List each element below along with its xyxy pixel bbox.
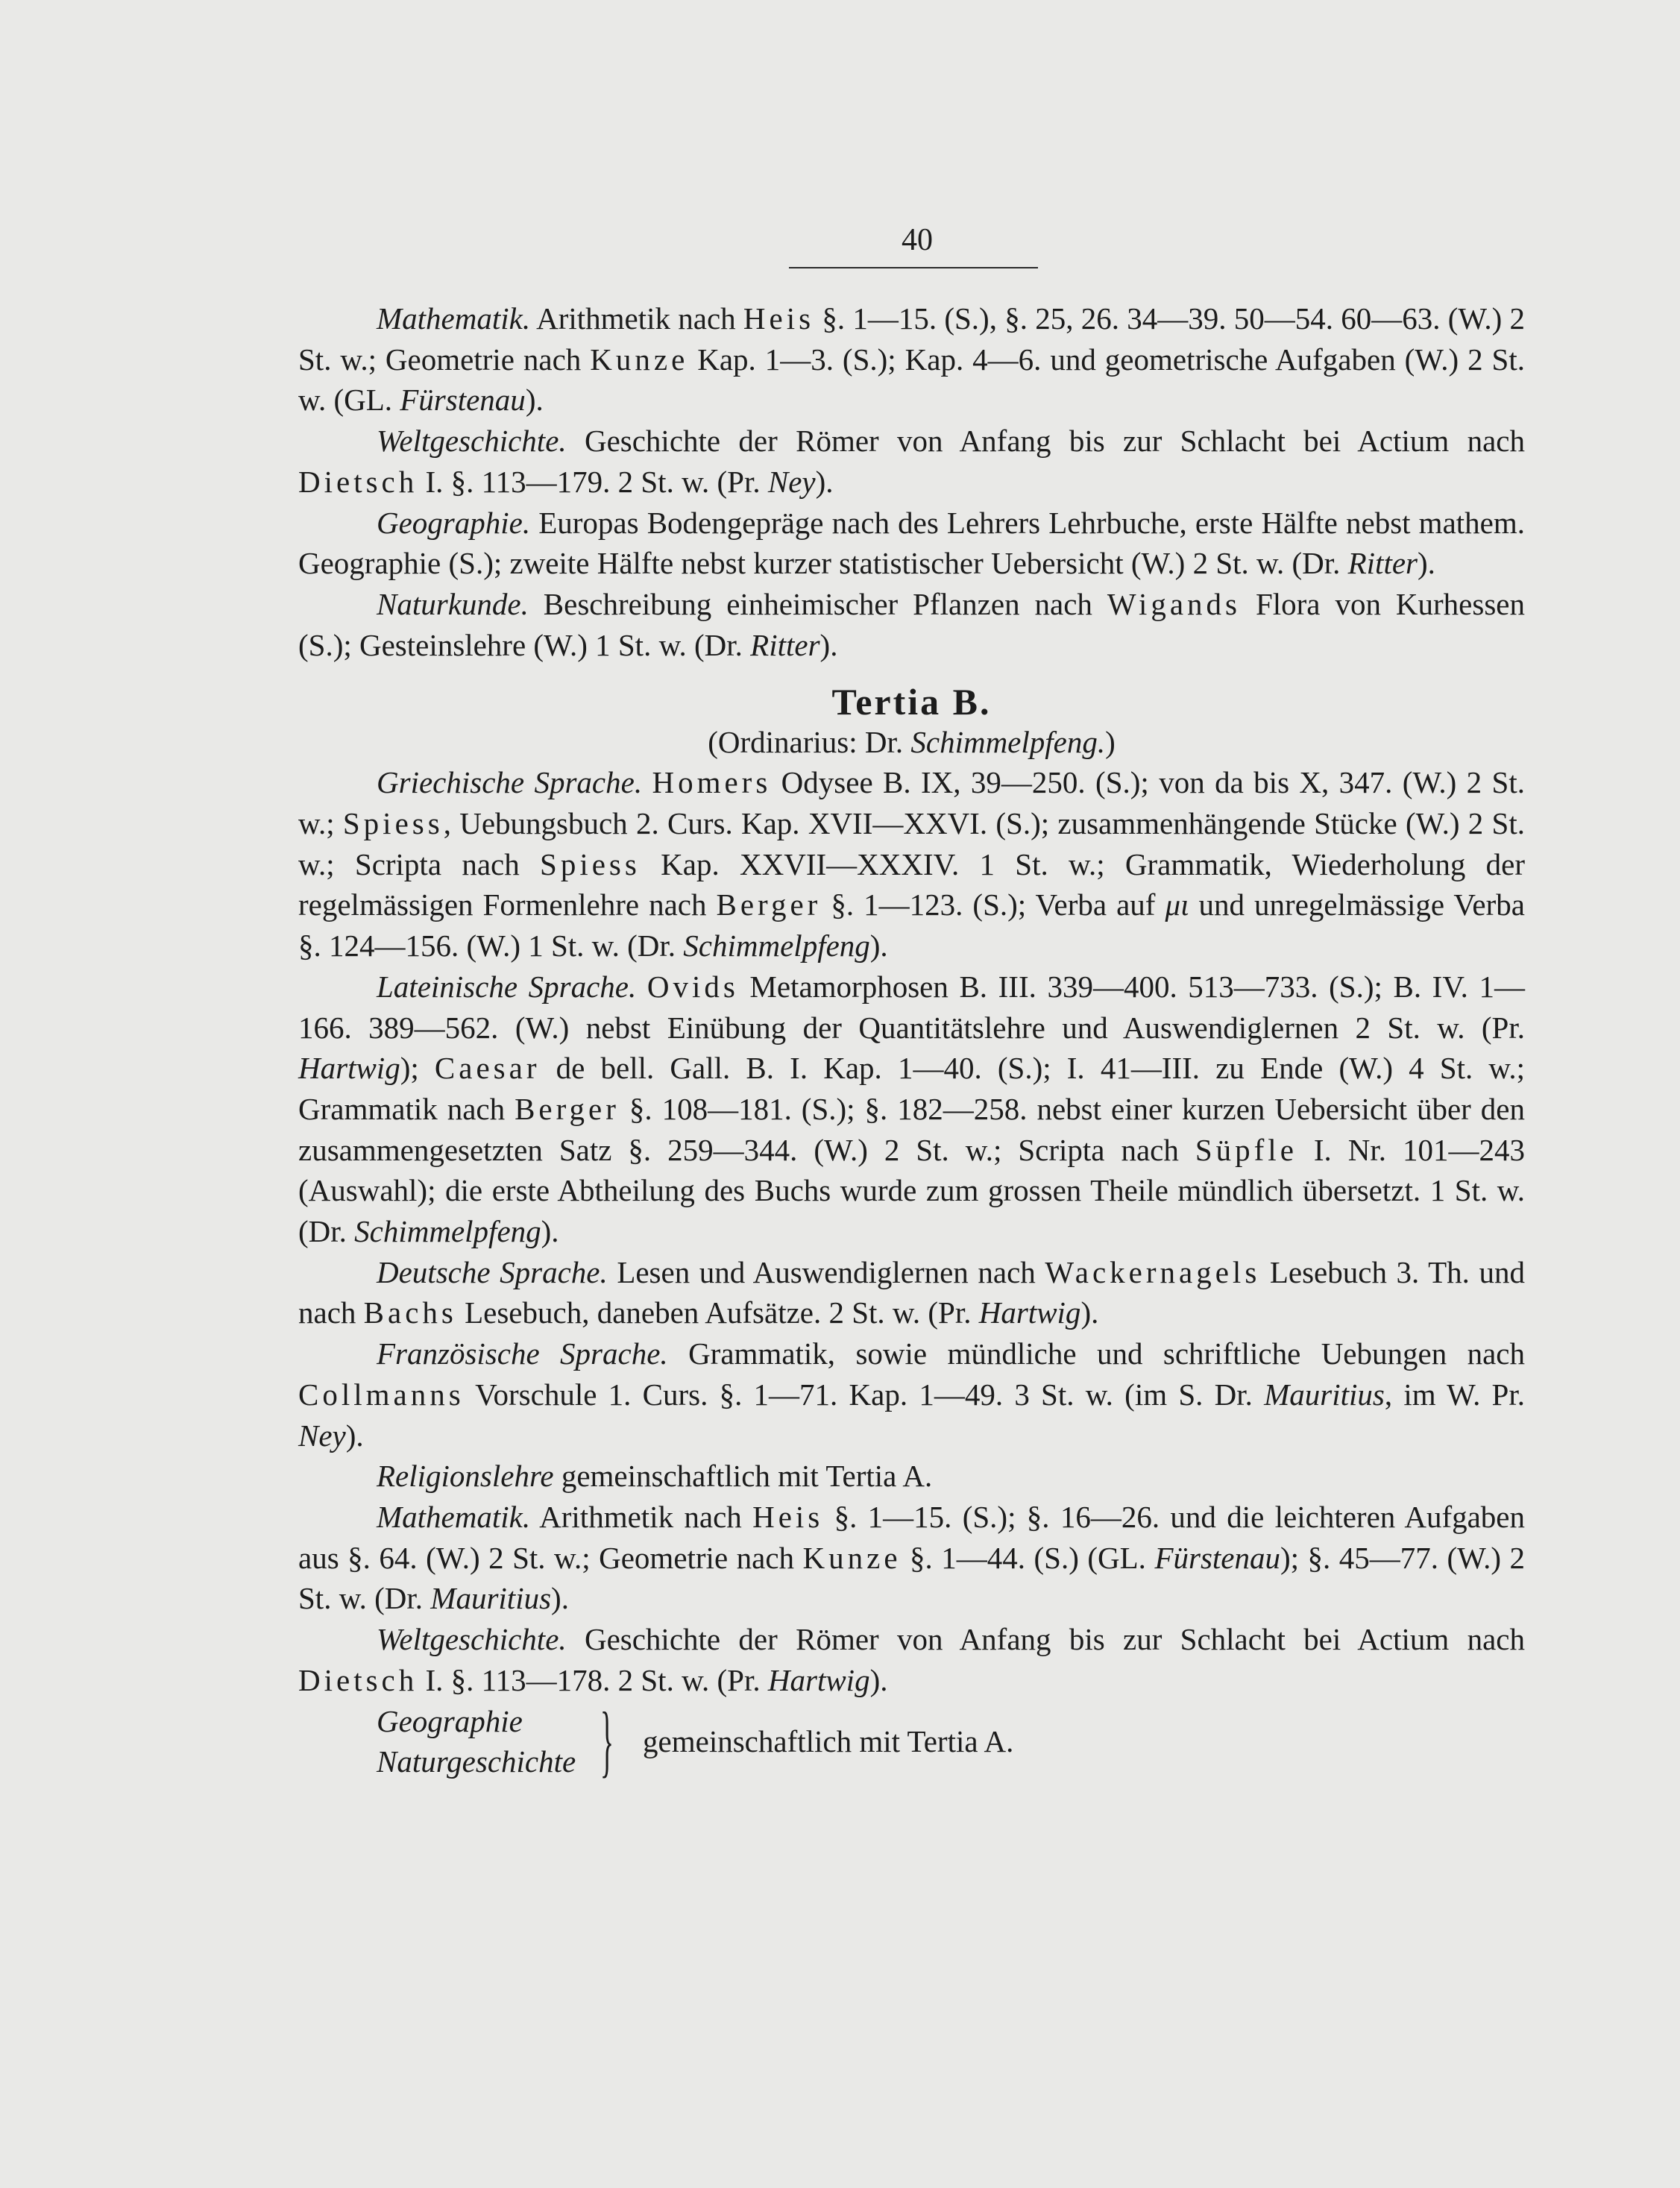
italic-run: Hartwig [978, 1295, 1081, 1330]
italic-run: Deutsche Sprache. [377, 1254, 608, 1289]
text-run: , Uebungsbuch 2. Curs. Kap. XVII—XXVI. (S.); zusammenhängende Stücke (W.) 2 St. w.; Scripta nach [298, 806, 1525, 881]
text-run: Metamorphosen B. III. 339—400. 513—733. (S.); B. IV. 1—166. 389—562. (W.) nebst Einübung der Quantitätslehre und Auswendiglernen 2 St. w. (Pr. [298, 969, 1526, 1045]
italic-run: Schimmelpfeng [354, 1214, 541, 1249]
text-run: Geschichte der Römer von Anfang bis zur Schlacht bei Actium nach [566, 424, 1525, 459]
text-run: Vorschule 1. Curs. §. 1—71. Kap. 1—49. 3 St. w. (im S. Dr. [464, 1377, 1265, 1412]
subject-geographie: Geographie [377, 1703, 523, 1738]
spaced-run: Berger [515, 1091, 620, 1126]
text-run: Kap. XXVII—XXXIV. 1 St. w.; Grammatik, Wiederholung der regelmässigen Formenlehre nach [298, 846, 1525, 922]
brace-labels [377, 1701, 576, 1782]
paragraph [298, 584, 1525, 665]
text-run: Lesebuch 3. Th. und nach [298, 1254, 1525, 1330]
italic-run: Mauritius [430, 1581, 552, 1616]
paragraph [298, 1456, 1525, 1497]
tertia-b-section [298, 762, 1525, 1700]
spaced-run: Heis [752, 1499, 824, 1534]
text-run: Grammatik, sowie mündliche und schriftliche Uebungen nach [667, 1336, 1526, 1371]
text-run: Lesen und Auswendiglernen nach [607, 1254, 1045, 1289]
spaced-run: Berger [716, 887, 822, 922]
paragraph [298, 762, 1525, 966]
brace-text: gemeinschaftlich mit Tertia A. [643, 1723, 1014, 1758]
italic-run: Geographie. [377, 505, 531, 540]
italic-run: Griechische Sprache. [377, 765, 643, 800]
subheading-suffix: ) [1105, 725, 1116, 760]
text-run: ); [400, 1051, 435, 1086]
spaced-run: Spiess [342, 806, 444, 841]
italic-run: Ney [298, 1418, 346, 1453]
text-run: ). [1418, 546, 1435, 581]
italic-run: Mathematik. [377, 1499, 531, 1534]
paragraph [298, 421, 1525, 502]
spaced-run: Heis [743, 301, 815, 336]
text-run: ). [1080, 1295, 1099, 1330]
spaced-run: Kunze [802, 1540, 902, 1575]
spaced-run: Dietsch [298, 464, 418, 499]
text-run: de bell. Gall. B. I. Kap. 1—40. (S.); I. 41—III. zu Ende (W.) 4 St. w.; Grammatik nach [298, 1051, 1525, 1126]
italic-run: Ritter [750, 627, 820, 662]
text-run: , im W. Pr. [1384, 1377, 1526, 1412]
curly-brace: } [600, 1697, 614, 1786]
ordinarius-name: Schimmelpfeng. [910, 725, 1106, 760]
brace-group [377, 1697, 1525, 1786]
spaced-run: Süpfle [1195, 1132, 1297, 1167]
text-run: Arithmetik nach [530, 1499, 753, 1534]
paragraph [298, 1252, 1525, 1333]
italic-run: Ney [767, 464, 816, 499]
text-run: Kap. 1—3. (S.); Kap. 4—6. und geometrische Aufgaben (W.) 2 St. w. (GL. [298, 342, 1525, 418]
italic-run: Naturkunde. [377, 586, 529, 621]
text-run: ). [551, 1581, 569, 1616]
section-heading: Tertia B. [831, 681, 992, 723]
italic-run: Weltgeschichte. [377, 424, 567, 459]
text-run: ); §. 45—77. (W.) 2 St. w. (Dr. [298, 1540, 1525, 1616]
text-run [636, 969, 647, 1004]
text-run [642, 765, 652, 799]
spaced-run: Homers [652, 765, 772, 800]
text-run: Odysee B. IX, 39—250. (S.); von da bis X, 347. (W.) 2 St. w.; [298, 765, 1526, 841]
paragraph [298, 298, 1525, 421]
italic-run: μι [1165, 887, 1189, 922]
italic-run: Schimmelpfeng [683, 928, 870, 963]
spaced-run: Wigands [1107, 586, 1241, 621]
italic-run: Hartwig [767, 1662, 870, 1697]
text-run: ). [869, 928, 888, 963]
text-run: §. 1—44. (S.) (GL. [901, 1540, 1155, 1575]
italic-run: Lateinische Sprache. [377, 969, 637, 1004]
text-run: Arithmetik nach [530, 301, 743, 336]
text-run: Flora von Kurhessen (S.); Gesteinslehre (W.) 1 St. w. (Dr. [298, 586, 1525, 662]
paragraph [298, 1497, 1525, 1619]
italic-run: Mathematik. [377, 301, 531, 336]
text-run: §. 1—15. (S.); §. 16—26. und die leichteren Aufgaben aus §. 64. (W.) 2 St. w.; Geometrie nach [298, 1499, 1525, 1575]
paragraph [298, 1619, 1525, 1700]
text-run: ). [819, 627, 838, 662]
subject-naturgeschichte: Naturgeschichte [377, 1744, 576, 1779]
text-run: gemeinschaftlich mit Tertia A. [553, 1459, 933, 1494]
text-run: §. 108—181. (S.); §. 182—258. nebst einer kurzen Uebersicht über den zusammengesetzten Satz §. 259—344. (W.) 2 St. w.; Scripta nach [298, 1091, 1525, 1167]
header-rule [789, 267, 1038, 268]
italic-run: Religionslehre [377, 1459, 554, 1494]
spaced-run: Dietsch [298, 1662, 418, 1697]
spaced-run: Wackernagels [1045, 1254, 1261, 1289]
italic-run: Fürstenau [400, 383, 526, 418]
italic-run: Ritter [1347, 546, 1418, 581]
text-run: ). [525, 383, 544, 418]
text-run: ). [815, 464, 834, 499]
paragraph [298, 1333, 1525, 1456]
subheading-prefix: (Ordinarius: Dr. [708, 725, 911, 760]
italic-run: Französische Sprache. [377, 1336, 668, 1371]
text-run: und unregelmässige Verba §. 124—156. (W.) 1 St. w. (Dr. [298, 887, 1525, 963]
section-subheading [298, 722, 1525, 762]
italic-run: Weltgeschichte. [377, 1622, 567, 1657]
text-run: Beschreibung einheimischer Pflanzen nach [528, 586, 1107, 621]
spaced-run: Ovids [646, 969, 739, 1004]
tertia-a-continued-section [298, 298, 1525, 665]
spaced-run: Spiess [540, 846, 641, 881]
paragraph [298, 966, 1525, 1252]
page-number: 40 [902, 223, 933, 257]
text-run: ). [869, 1662, 888, 1697]
spaced-run: Collmanns [298, 1377, 465, 1412]
spaced-run: Caesar [434, 1051, 541, 1086]
text-run: §. 1—123. (S.); Verba auf [821, 887, 1165, 922]
text-run: §. 1—15. (S.), §. 25, 26. 34—39. 50—54. 60—63. (W.) 2 St. w.; Geometrie nach [298, 301, 1525, 377]
text-run: Geschichte der Römer von Anfang bis zur Schlacht bei Actium nach [566, 1622, 1525, 1657]
body-text [298, 298, 1526, 1786]
italic-run: Mauritius [1264, 1377, 1385, 1412]
text-run: I. §. 113—178. 2 St. w. (Pr. [418, 1662, 768, 1697]
text-run: I. Nr. 101—243 (Auswahl); die erste Abtheilung des Buchs wurde zum grossen Theile mündlich übersetzt. 1 St. w. (Dr. [298, 1132, 1525, 1249]
text-run: ). [541, 1214, 559, 1249]
italic-run: Fürstenau [1154, 1540, 1280, 1575]
text-run: I. §. 113—179. 2 St. w. (Pr. [418, 464, 768, 499]
text-run: ). [345, 1418, 364, 1453]
text-run: Europas Bodengepräge nach des Lehrers Lehrbuche, erste Hälfte nebst mathem. Geographie (S.); zweite Hälfte nebst kurzer statistischer Uebersicht (W.) 2 St. w. (Dr. [298, 505, 1525, 581]
italic-run: Hartwig [298, 1051, 400, 1086]
paragraph [298, 503, 1525, 584]
spaced-run: Kunze [590, 342, 689, 377]
spaced-run: Bachs [363, 1295, 457, 1330]
text-run: Lesebuch, daneben Aufsätze. 2 St. w. (Pr. [456, 1295, 979, 1330]
